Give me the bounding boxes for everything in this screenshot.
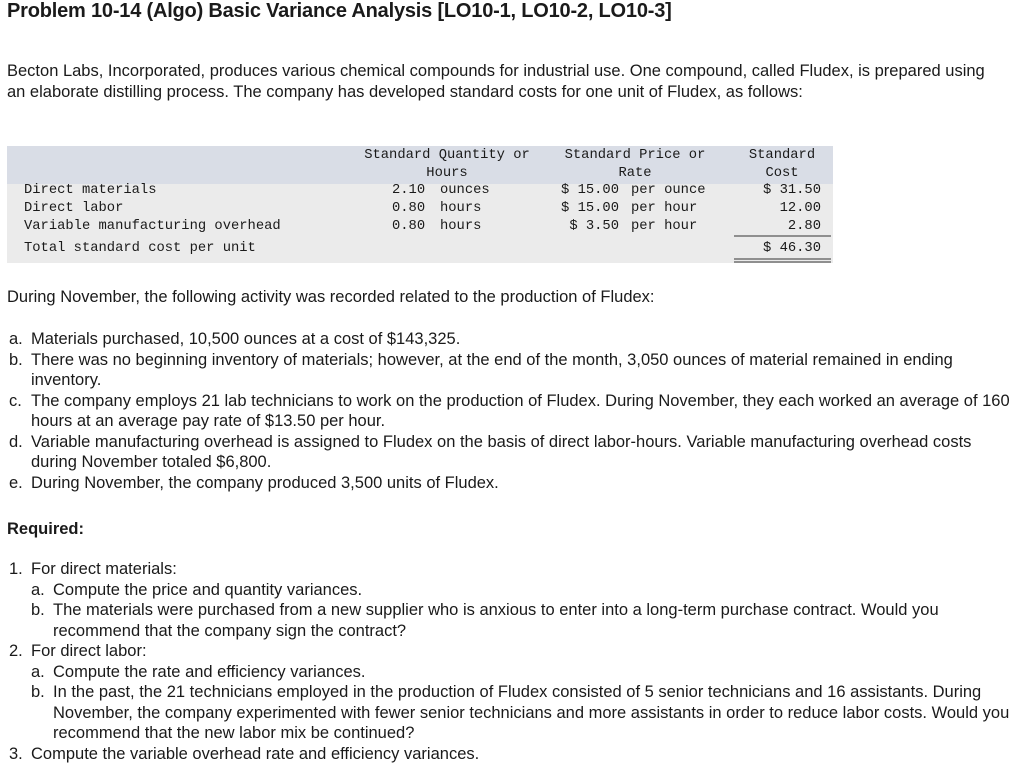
- activity-intro: During November, the following activity was recorded related to the production of Fludex:: [7, 288, 655, 306]
- list-item: [9, 432, 1019, 473]
- item-text: The materials were purchased from a new supplier who is anxious to enter into a long-term purchase contract. Would you recommend that the company sign the contract?: [53, 601, 939, 640]
- row-price-unit: per hour: [631, 201, 698, 216]
- row-price-unit: per ounce: [631, 183, 706, 198]
- row-cost: 12.00: [779, 201, 821, 216]
- item-text: The company employs 21 lab technicians to work on the production of Fludex. During November, they each worked an average of 160 hours at an average pay rate of $13.50 per hour.: [31, 391, 1010, 430]
- requirement-item: [9, 744, 1019, 765]
- sub-item: [31, 662, 1019, 683]
- item-text: In the past, the 21 technicians employed in the production of Fludex consisted of 5 senior technicians and 16 assistants. During November, the company experimented with fewer senior technicians and more assistants in order to reduce labor costs. Would you recommend that the new labor mix be continued?: [53, 683, 1010, 742]
- item-marker: d.: [9, 432, 23, 451]
- item-text: For direct materials:: [31, 560, 177, 578]
- total-cost: $ 46.30: [763, 241, 821, 256]
- requirement-item: [9, 641, 1019, 744]
- item-marker: a.: [31, 580, 45, 599]
- requirements-list: [9, 559, 1019, 764]
- item-marker: b.: [31, 683, 45, 701]
- standard-cost-table: [7, 146, 833, 263]
- sub-list: [31, 662, 1019, 744]
- required-heading: Required:: [7, 520, 85, 538]
- activity-list: [9, 329, 1019, 493]
- row-label-variable-overhead: Variable manufacturing overhead: [24, 219, 281, 234]
- item-marker: 3.: [9, 744, 23, 763]
- item-marker: e.: [9, 473, 23, 492]
- header-price-line2: Rate: [618, 166, 652, 181]
- row-qty: 0.80: [392, 201, 426, 216]
- sub-item: [31, 580, 1019, 601]
- row-qty-unit: hours: [440, 219, 482, 234]
- row-price: $ 3.50: [569, 219, 619, 234]
- item-text: For direct labor:: [31, 642, 147, 660]
- list-item: [9, 350, 1019, 391]
- item-text: Compute the variable overhead rate and efficiency variances.: [31, 744, 480, 763]
- row-qty-unit: ounces: [440, 183, 490, 198]
- problem-title: Problem 10-14 (Algo) Basic Variance Analysis [LO10-1, LO10-2, LO10-3]: [7, 0, 672, 22]
- item-marker: a.: [9, 330, 23, 348]
- row-cost: $ 31.50: [763, 183, 821, 198]
- list-item: [9, 473, 1019, 494]
- row-price: $ 15.00: [561, 183, 619, 198]
- item-marker: b.: [9, 350, 23, 369]
- row-qty: 2.10: [392, 183, 426, 198]
- item-text: During November, the company produced 3,500 units of Fludex.: [31, 473, 499, 492]
- item-text: Compute the price and quantity variances.: [53, 580, 363, 599]
- row-cost: 2.80: [787, 219, 821, 234]
- sub-item: [31, 682, 1019, 744]
- header-price-line1: Standard Price or: [564, 148, 706, 163]
- intro-paragraph: Becton Labs, Incorporated, produces various chemical compounds for industrial use. One compound, called Fludex, is prepared using an elaborate distilling process. The company has developed standard costs for one unit of Fludex, as follows:: [7, 62, 985, 101]
- list-item: [9, 329, 1019, 350]
- item-marker: a.: [31, 662, 45, 681]
- header-qty-line1: Standard Quantity or: [364, 148, 530, 163]
- header-qty-line2: Hours: [426, 166, 468, 181]
- item-text: There was no beginning inventory of materials; however, at the end of the month, 3,050 ounces of material remained in ending inventory.: [31, 350, 953, 389]
- item-marker: 1.: [9, 560, 23, 578]
- sub-list: [31, 580, 1019, 642]
- total-label: Total standard cost per unit: [24, 241, 256, 256]
- header-cost-line2: Cost: [765, 166, 799, 181]
- row-price: $ 15.00: [561, 201, 619, 216]
- row-qty-unit: hours: [440, 201, 482, 216]
- list-item: [9, 391, 1019, 432]
- sub-item: [31, 600, 1019, 641]
- item-marker: b.: [31, 601, 45, 619]
- row-label-direct-labor: Direct labor: [24, 201, 124, 216]
- row-price-unit: per hour: [631, 219, 698, 234]
- item-text: Variable manufacturing overhead is assigned to Fludex on the basis of direct labor-hours. Variable manufacturing overhead costs during November totaled $6,800.: [31, 432, 972, 471]
- header-cost-line1: Standard: [748, 148, 816, 163]
- requirement-item: [9, 559, 1019, 641]
- row-label-direct-materials: Direct materials: [24, 183, 157, 198]
- item-marker: 2.: [9, 642, 23, 660]
- row-qty: 0.80: [392, 219, 426, 234]
- item-text: Compute the rate and efficiency variances.: [53, 662, 366, 681]
- item-marker: c.: [9, 391, 22, 410]
- item-text: Materials purchased, 10,500 ounces at a cost of $143,325.: [31, 330, 461, 348]
